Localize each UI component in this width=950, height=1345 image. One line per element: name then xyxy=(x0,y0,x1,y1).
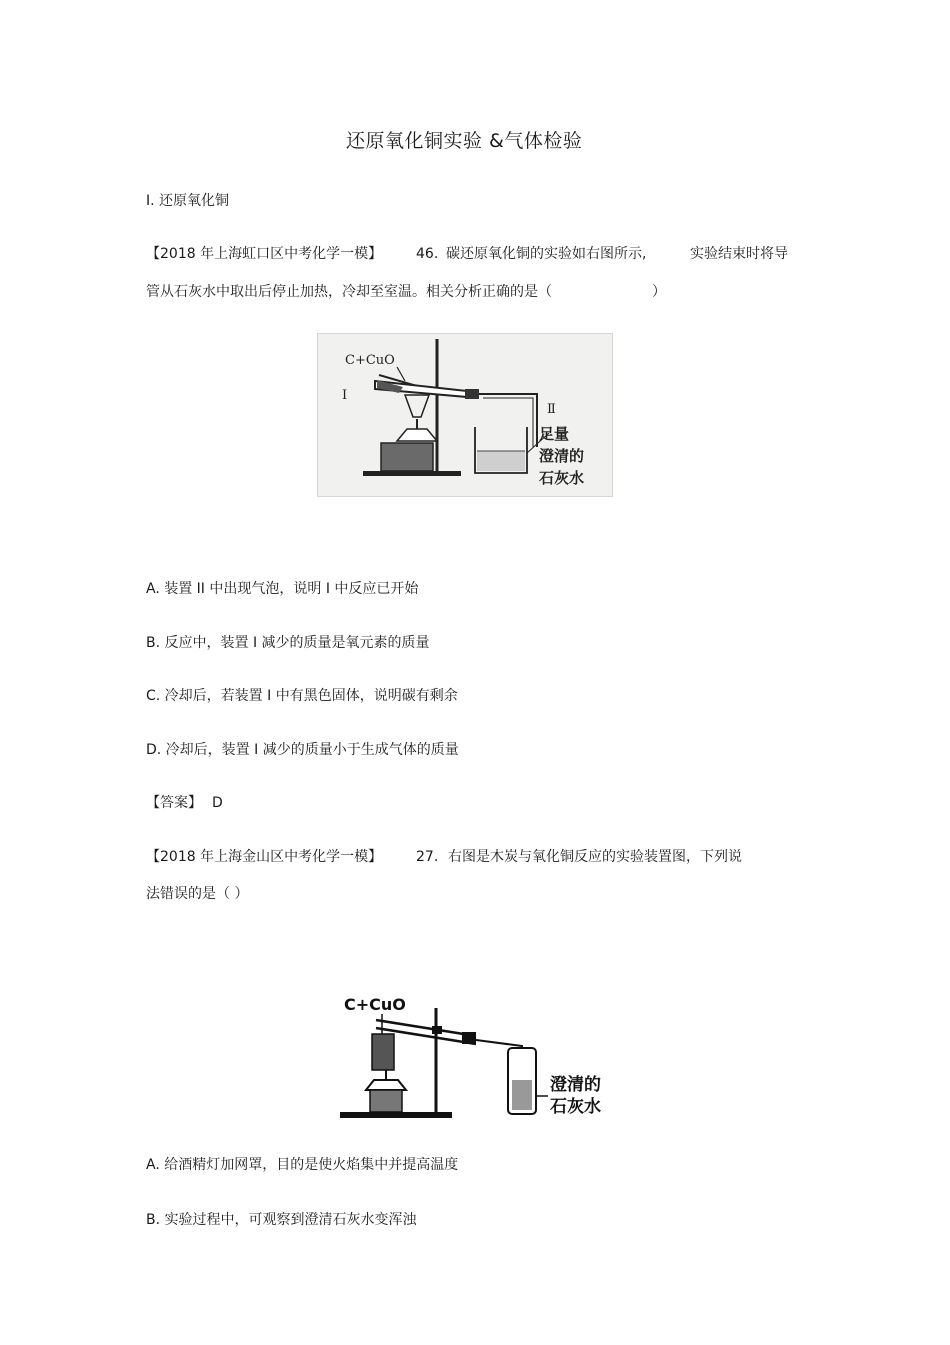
question-1-option-a: A. 装置 II 中出现气泡，说明 I 中反应已开始 xyxy=(146,581,419,597)
question-2-stem: 右图是木炭与氧化铜反应的实验装置图，下列说 xyxy=(448,849,742,865)
figure-2-liquid-label-1: 澄清的 xyxy=(550,1075,601,1095)
figure-charcoal-copper-oxide-apparatus xyxy=(336,986,626,1124)
question-2-option-a: A. 给酒精灯加网罩，目的是使火焰集中并提高温度 xyxy=(146,1157,459,1173)
figure-2-reagent-label: C+CuO xyxy=(344,995,406,1014)
question-2-source: 【2018 年上海金山区中考化学一模】 xyxy=(146,849,383,865)
figure-1-beaker-label-2: 澄清的 xyxy=(539,447,585,465)
question-2-number: 27. xyxy=(416,849,439,865)
question-1-close-paren: ） xyxy=(652,284,666,300)
figure-1-beaker-label-1: 足量 xyxy=(539,425,570,443)
figure-1-label-1: Ⅰ xyxy=(342,388,348,403)
question-1-number: 46. xyxy=(416,246,439,262)
question-1-stem-line2: 管从石灰水中取出后停止加热，冷却至室温。相关分析正确的是（ xyxy=(146,284,552,300)
question-1-option-d: D. 冷却后，装置 I 减少的质量小于生成气体的质量 xyxy=(146,742,459,758)
question-2-option-b: B. 实验过程中，可观察到澄清石灰水变浑浊 xyxy=(146,1212,417,1228)
figure-2-liquid-label-2: 石灰水 xyxy=(550,1097,601,1117)
question-1-source: 【2018 年上海虹口区中考化学一模】 xyxy=(146,246,383,262)
section-heading: Ⅰ. 还原氧化铜 xyxy=(146,193,230,209)
question-1-stem-continued: 实验结束时将导 xyxy=(690,246,788,262)
question-2-stem-line2: 法错误的是（ ） xyxy=(146,886,249,902)
figure-carbon-reduction-apparatus xyxy=(317,333,613,497)
figure-1-reagent-label: C+CuO xyxy=(345,353,395,368)
figure-1-beaker-label-3: 石灰水 xyxy=(539,469,585,487)
question-1-stem: 碳还原氧化铜的实验如右图所示, xyxy=(446,246,647,262)
question-1-option-c: C. 冷却后，若装置 I 中有黑色固体，说明碳有剩余 xyxy=(146,688,458,704)
question-1-answer: D xyxy=(212,795,223,811)
figure-1-label-2: Ⅱ xyxy=(547,402,556,417)
question-1-option-b: B. 反应中，装置 I 减少的质量是氧元素的质量 xyxy=(146,635,430,651)
question-1-answer-label: 【答案】 xyxy=(146,795,202,811)
page-title: 还原氧化铜实验 &气体检验 xyxy=(346,130,583,152)
